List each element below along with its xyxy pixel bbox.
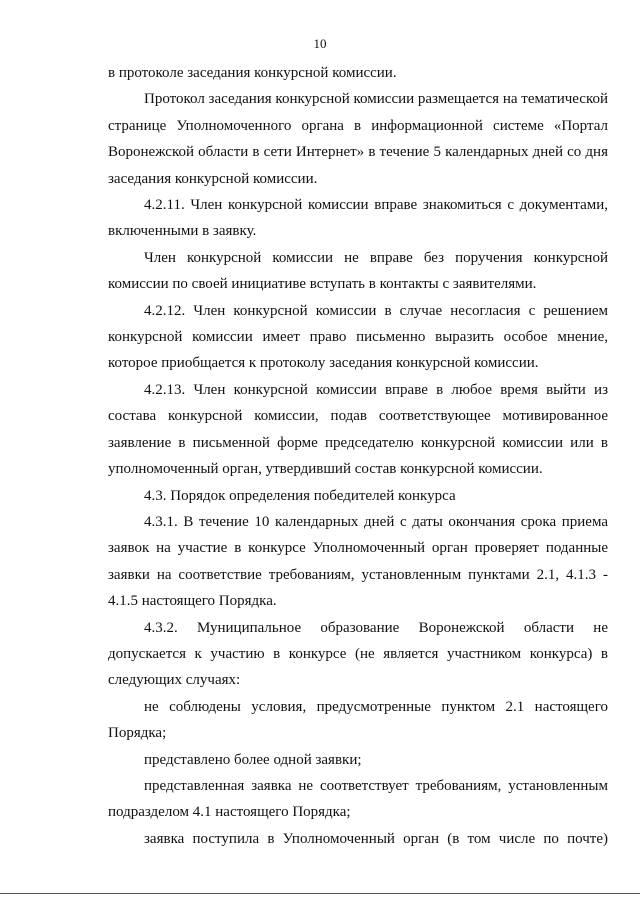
paragraph-4: Член конкурсной комиссии не вправе без поручения конкурсной комиссии по своей инициативе вступать в контакты с заявителями. [108, 249, 608, 293]
list-item-4: заявка поступила в Уполномоченный орган (в том числе по почте) [144, 830, 608, 847]
page-bottom-rule [0, 893, 640, 894]
paragraph-8: 4.3.1. В течение 10 календарных дней с даты окончания срока приема заявок на участие в конкурсе Уполномоченный орган проверяет поданные заявки на соответствие требованиям, установленным пунктами 2.1, 4.1.3 - 4.1.5 настоящего Порядка. [108, 513, 608, 610]
list-item-1: не соблюдены условия, предусмотренные пунктом 2.1 настоящего Порядка; [108, 698, 608, 742]
paragraph-2: Протокол заседания конкурсной комиссии размещается на тематической странице Уполномоченного органа в информационной системе «Портал Воронежской области в сети Интернет» в течение 5 календарных дней со дня заседания конкурсной комиссии. [108, 91, 609, 187]
page-number: 10 [313, 36, 327, 51]
document-body [108, 60, 608, 852]
list-item-3: представленная заявка не соответствует требованиям, установленным подразделом 4.1 настоящего Порядка; [108, 777, 608, 821]
section-heading-4-3: 4.3. Порядок определения победителей конкурса [144, 487, 456, 504]
paragraph-1: в протоколе заседания конкурсной комиссии. [108, 65, 397, 81]
paragraph-5: 4.2.12. Член конкурсной комиссии в случае несогласия с решением конкурсной комиссии имеет право письменно выразить особое мнение, которое приобщается к протоколу заседания конкурсной комиссии. [108, 302, 608, 372]
list-item-2: представлено более одной заявки; [144, 751, 362, 768]
paragraph-9: 4.3.2. Муниципальное образование Воронежской области не допускается к участию в конкурсе (не является участником конкурса) в следующих случаях: [108, 619, 608, 689]
paragraph-6: 4.2.13. Член конкурсной комиссии вправе в любое время выйти из состава конкурсной комиссии, подав соответствующее мотивированное заявление в письменной форме председателю конкурсной комиссии или в уполномоченный орган, утвердивший состав конкурсной комиссии. [108, 381, 608, 478]
paragraph-3: 4.2.11. Член конкурсной комиссии вправе знакомиться с документами, включенными в заявку. [108, 197, 608, 240]
